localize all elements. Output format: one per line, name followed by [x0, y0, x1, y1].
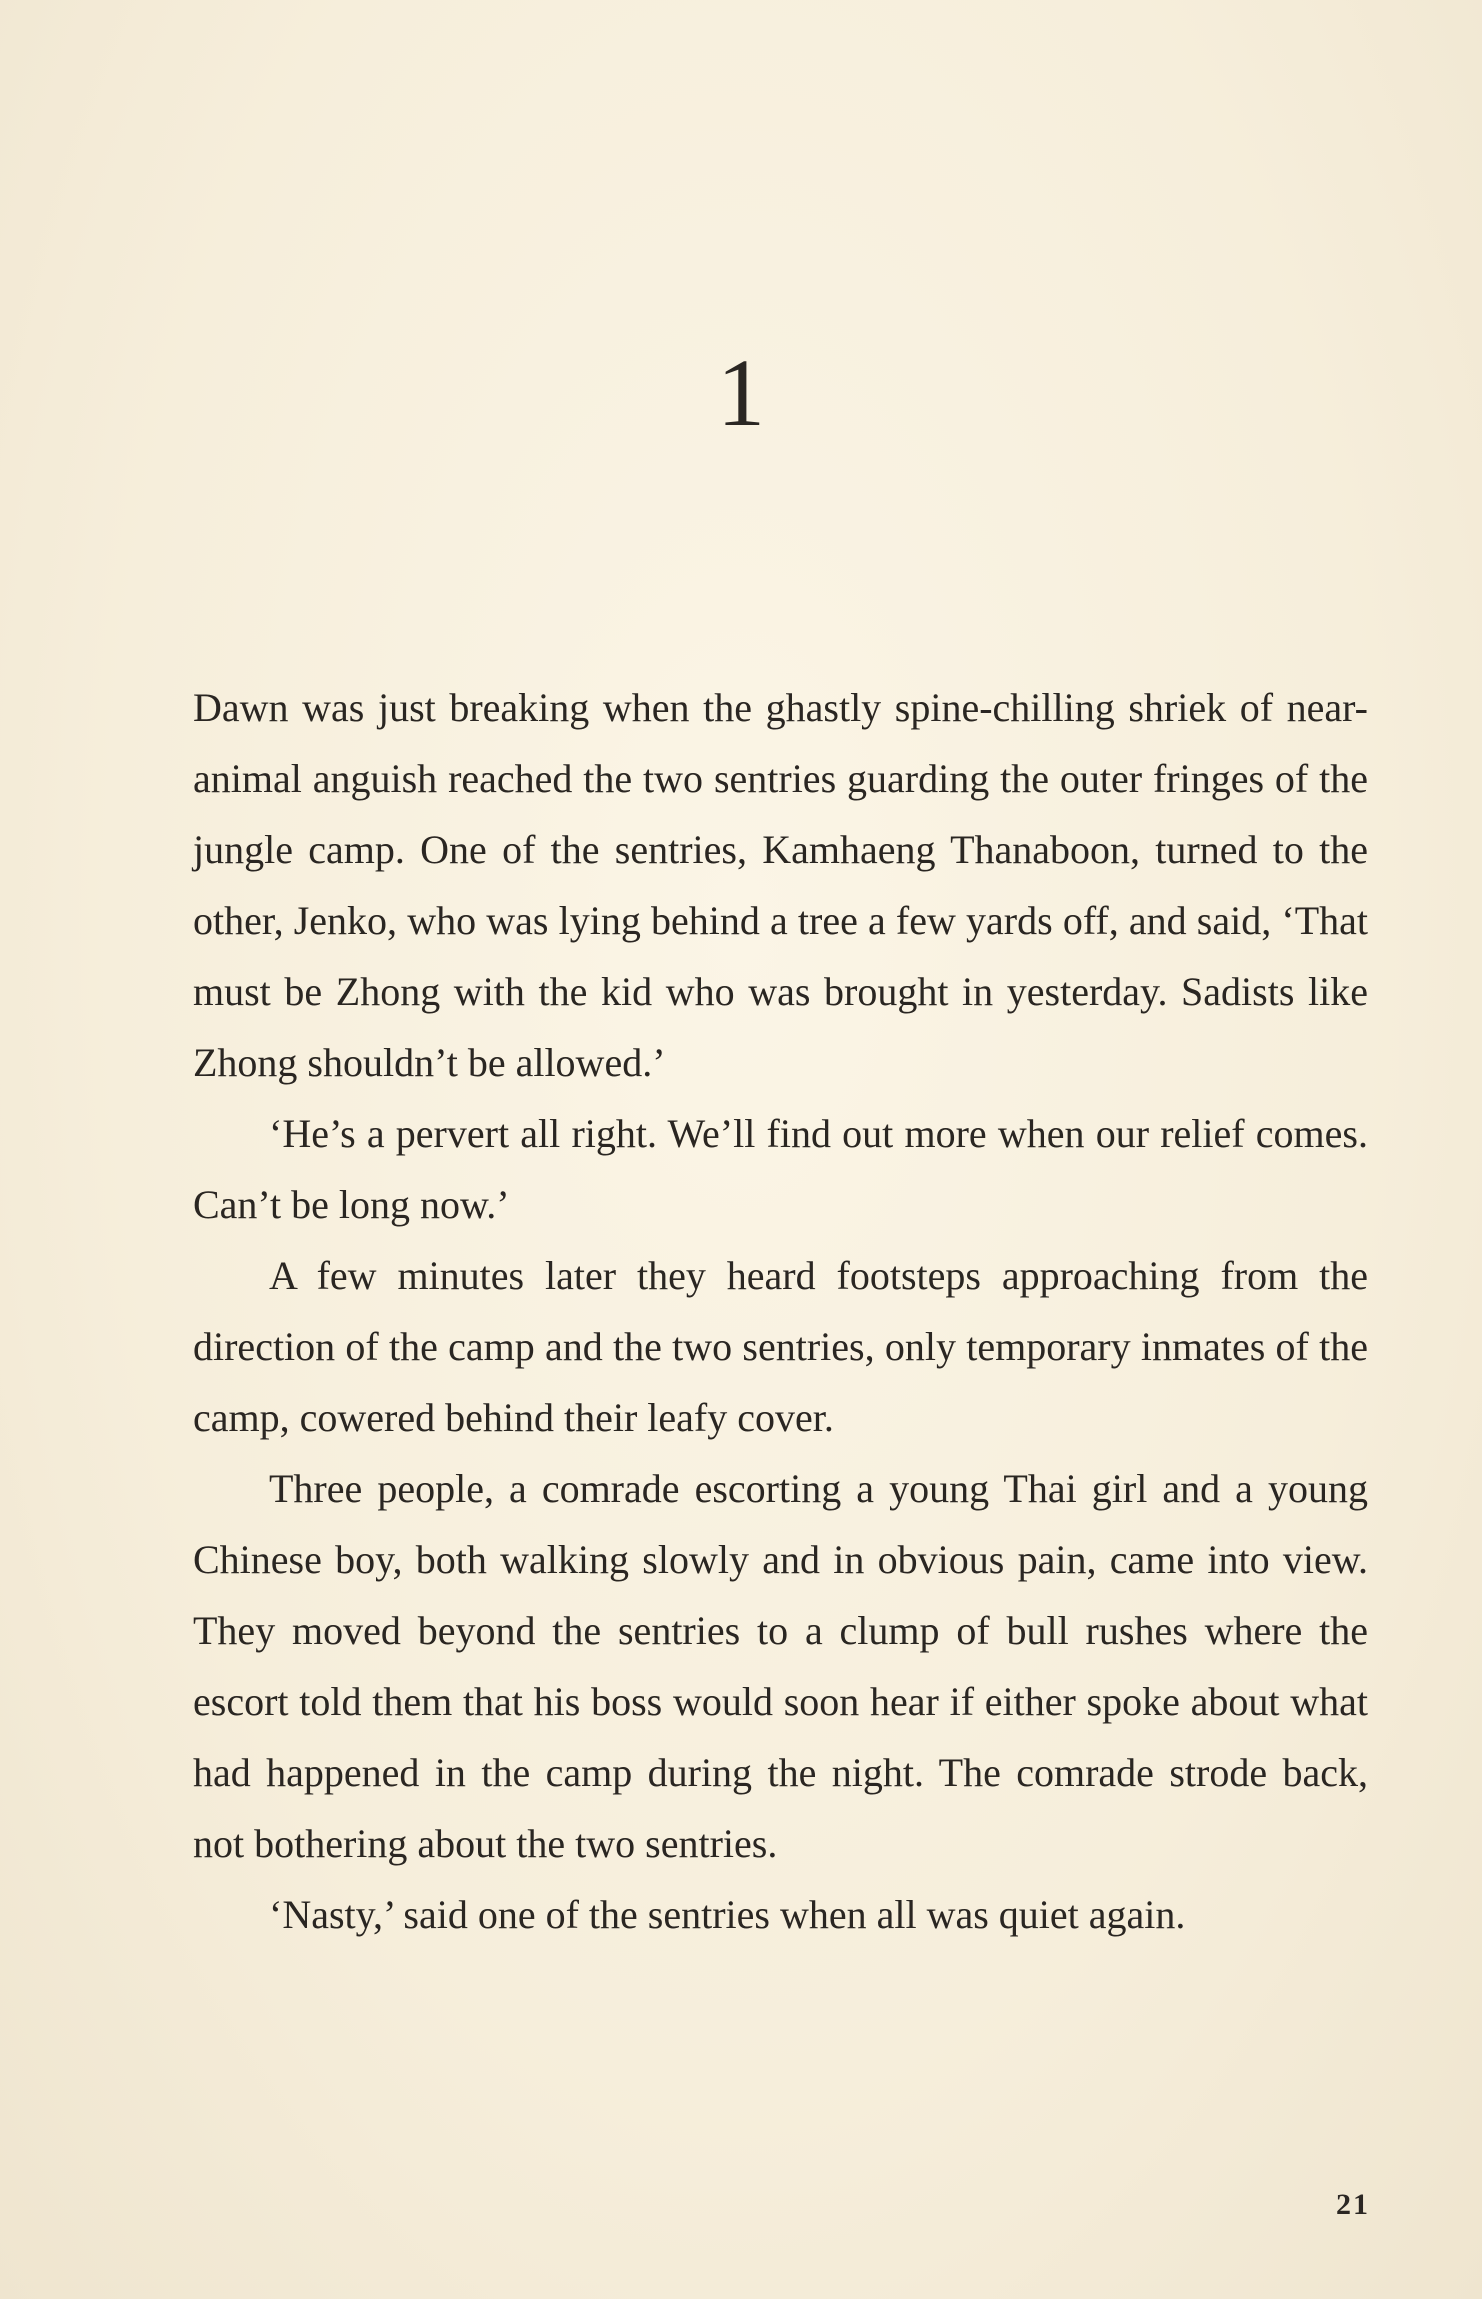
- paragraph-3: A few minutes later they heard footsteps approaching from the direction of the camp and the two sentries, only temporary inmates of the camp, cowered behind their leafy cover.: [193, 1253, 1368, 1440]
- chapter-number: 1: [717, 339, 765, 446]
- paragraph-4: Three people, a comrade escorting a young Thai girl and a young Chinese boy, both walking slowly and in obvious pain, came into view. They moved beyond the sentries to a clump of bull rushes where the escort told them that his boss would soon hear if either spoke about what had happened in the camp during the night. The comrade strode back, not bothering about the two sentries.: [193, 1466, 1368, 1866]
- paragraph-5: ‘Nasty,’ said one of the sentries when all was quiet again.: [269, 1892, 1186, 1937]
- chapter-body: [193, 672, 1368, 1950]
- paragraph-2: ‘He’s a pervert all right. We’ll find out more when our relief comes. Can’t be long now.’: [193, 1111, 1368, 1227]
- page-number: 21: [1336, 2188, 1370, 2221]
- paragraph-1: Dawn was just breaking when the ghastly spine-chilling shriek of near-animal anguish reached the two sentries guarding the outer fringes of the jungle camp. One of the sentries, Kamhaeng Thanaboon, turned to the other, Jenko, who was lying behind a tree a few yards off, and said, ‘That must be Zhong with the kid who was brought in yesterday. Sadists like Zhong shouldn’t be allowed.’: [193, 685, 1368, 1085]
